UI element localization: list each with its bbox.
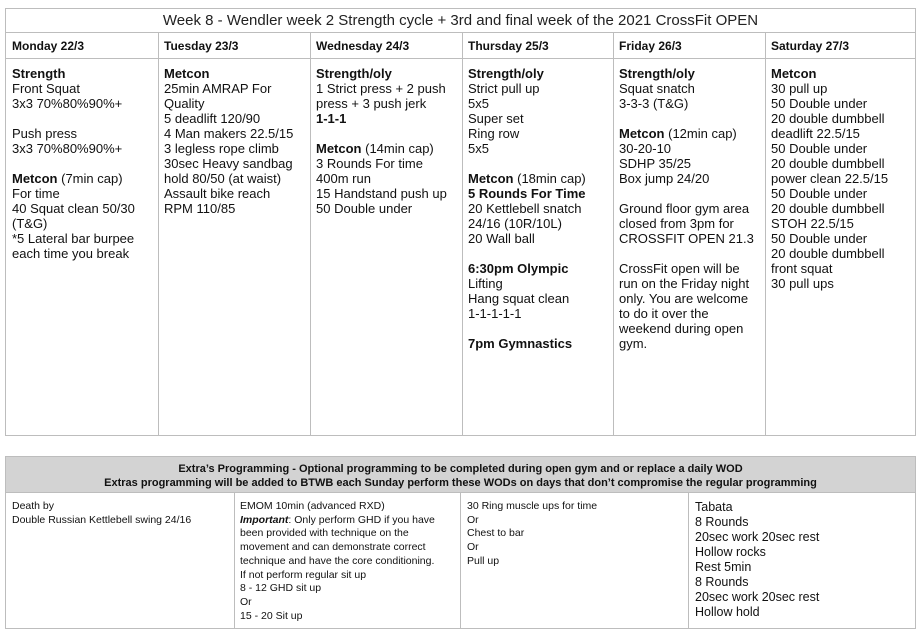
extra-line: EMOM 10min (advanced RXD) — [240, 500, 385, 512]
extra-line: Chest to bar — [467, 527, 525, 540]
extra-line: Tabata — [695, 500, 733, 514]
extras-table — [5, 493, 916, 629]
extra-line: 15 - 20 Sit up — [240, 609, 303, 622]
workout-scheme: 5 Rounds For Time — [468, 186, 586, 201]
extras-header — [5, 456, 916, 493]
workout-line: 3 legless rope climb — [164, 141, 279, 156]
workout-line: 30 pull up — [771, 81, 828, 96]
workout-line: 25min AMRAP For — [164, 81, 272, 96]
workout-line: 5x5 — [468, 96, 489, 111]
workout-line: 30-20-10 — [619, 141, 672, 156]
notice-line: to do it over the — [619, 306, 709, 321]
day-header-friday: Friday 26/3 — [619, 39, 682, 53]
workout-line: 20 double dumbbell — [771, 111, 885, 126]
notice-line: CROSSFIT OPEN 21.3 — [619, 231, 754, 246]
workout-scheme: 1-1-1 — [316, 111, 347, 126]
notice-line: gym. — [619, 336, 648, 351]
extra-line: movement and can demonstrate correct — [240, 541, 426, 554]
workout-line: Assault bike reach — [164, 186, 271, 201]
workout-line: press + 3 push jerk — [316, 96, 427, 111]
block-title: 7pm Gymnastics — [468, 336, 573, 351]
block-title: Strength/oly — [619, 66, 695, 81]
important-label: Important — [240, 513, 289, 526]
block-title: Metcon — [164, 66, 210, 81]
block-title: Metcon — [468, 171, 514, 186]
block-cap: (7min cap) — [57, 171, 123, 186]
workout-line: 50 Double under — [771, 141, 868, 156]
workout-line: (T&G) — [12, 216, 48, 231]
workout-line: Squat snatch — [619, 81, 695, 96]
extra-line: 8 - 12 GHD sit up — [240, 582, 322, 595]
extra-col-4 — [695, 500, 913, 620]
block-title: Metcon — [12, 171, 58, 186]
workout-line: SDHP 35/25 — [619, 156, 692, 171]
workout-line: 4 Man makers 22.5/15 — [164, 126, 294, 141]
workout-line: 3 Rounds For time — [316, 156, 423, 171]
workout-line: each time you break — [12, 246, 130, 261]
workout-line: 50 Double under — [771, 231, 868, 246]
workout-line: 1 Strict press + 2 push — [316, 81, 446, 96]
workout-line: deadlift 22.5/15 — [771, 126, 860, 141]
extra-line: Or — [467, 513, 479, 526]
extra-col-3 — [467, 500, 685, 569]
workout-line: 20 Kettlebell snatch — [468, 201, 582, 216]
workout-line: For time — [12, 186, 60, 201]
extra-line: been provided with technique on the — [240, 527, 409, 540]
important-note — [240, 514, 458, 528]
extra-line: Or — [240, 595, 252, 608]
day-content-thursday — [468, 66, 612, 351]
workout-line: Front Squat — [12, 81, 80, 96]
block-title-line — [12, 171, 156, 186]
notice-line: closed from 3pm for — [619, 216, 734, 231]
workout-line: 30sec Heavy sandbag — [164, 156, 293, 171]
workout-line: 5x5 — [468, 141, 489, 156]
block-title: Metcon — [619, 126, 665, 141]
workout-line: power clean 22.5/15 — [771, 171, 889, 186]
workout-line: 1-1-1-1-1 — [468, 306, 522, 321]
notice-line: weekend during open — [619, 321, 744, 336]
workout-line: *5 Lateral bar burpee — [12, 231, 135, 246]
workout-line: 15 Handstand push up — [316, 186, 447, 201]
block-title: Metcon — [771, 66, 817, 81]
extra-line: 8 Rounds — [695, 515, 749, 529]
workout-line: Push press — [12, 126, 78, 141]
day-content-saturday — [771, 66, 915, 291]
workout-line: 3x3 70%80%90%+ — [12, 96, 123, 111]
workout-line: 20 Wall ball — [468, 231, 535, 246]
day-header-thursday: Thursday 25/3 — [468, 39, 549, 53]
workout-line: Ring row — [468, 126, 520, 141]
block-title: 6:30pm Olympic — [468, 261, 569, 276]
day-content-friday — [619, 66, 763, 351]
day-header-saturday: Saturday 27/3 — [771, 39, 850, 53]
extra-line: Double Russian Kettlebell swing 24/16 — [12, 513, 192, 526]
block-title: Strength — [12, 66, 66, 81]
extra-line: Rest 5min — [695, 560, 752, 574]
block-title-line — [468, 171, 612, 186]
workout-line: Lifting — [468, 276, 503, 291]
extra-col-1 — [12, 500, 232, 527]
day-header-wednesday: Wednesday 24/3 — [316, 39, 410, 53]
page-title: Week 8 - Wendler week 2 Strength cycle + 3rd and final week of the 2021 CrossFit OPEN — [5, 8, 916, 33]
day-content-tuesday — [164, 66, 308, 216]
notice-line: run on the Friday night — [619, 276, 750, 291]
workout-line: Quality — [164, 96, 205, 111]
workout-line: 20 double dumbbell — [771, 246, 885, 261]
notice-line: CrossFit open will be — [619, 261, 740, 276]
workout-line: 400m run — [316, 171, 371, 186]
workout-line: RPM 110/85 — [164, 201, 236, 216]
extra-col-2 — [240, 500, 458, 623]
workout-line: STOH 22.5/15 — [771, 216, 854, 231]
extra-line: technique and have the core conditioning. — [240, 554, 435, 567]
workout-line: Box jump 24/20 — [619, 171, 710, 186]
workout-line: hold 80/50 (at waist) — [164, 171, 282, 186]
workout-line: Super set — [468, 111, 524, 126]
extras-header-line: Extra’s Programming - Optional programming to be completed during open gym and or replace a daily WOD — [178, 463, 743, 475]
workout-line: 20 double dumbbell — [771, 156, 885, 171]
block-cap: (14min cap) — [361, 141, 434, 156]
workout-line: Strict pull up — [468, 81, 540, 96]
extra-line: Pull up — [467, 554, 500, 567]
workout-line: 50 Double under — [316, 201, 413, 216]
workout-line: 3-3-3 (T&G) — [619, 96, 689, 111]
block-title: Metcon — [316, 141, 362, 156]
day-header-tuesday: Tuesday 23/3 — [164, 39, 239, 53]
block-title: Strength/oly — [316, 66, 392, 81]
workout-line: 40 Squat clean 50/30 — [12, 201, 135, 216]
extra-line: Or — [467, 541, 479, 554]
block-title: Strength/oly — [468, 66, 544, 81]
workout-line: 5 deadlift 120/90 — [164, 111, 261, 126]
weekly-schedule-table — [5, 33, 916, 436]
extras-header-line: Extras programming will be added to BTWB each Sunday perform these WODs on days that don’t compromise the regular programming — [104, 477, 817, 489]
extra-line: Hollow hold — [695, 605, 760, 619]
workout-line: 20 double dumbbell — [771, 201, 885, 216]
workout-line: 3x3 70%80%90%+ — [12, 141, 123, 156]
block-title-line — [316, 141, 460, 156]
workout-line: 50 Double under — [771, 96, 868, 111]
workout-line: 24/16 (10R/10L) — [468, 216, 562, 231]
block-title-line — [619, 126, 763, 141]
notice-line: only. You are welcome — [619, 291, 749, 306]
workout-line: Hang squat clean — [468, 291, 570, 306]
extra-line: If not perform regular sit up — [240, 568, 367, 581]
extra-line: 20sec work 20sec rest — [695, 590, 820, 604]
block-cap: (18min cap) — [513, 171, 586, 186]
extra-line: Death by — [12, 500, 55, 512]
day-header-monday: Monday 22/3 — [12, 39, 85, 53]
extra-line: Hollow rocks — [695, 545, 766, 559]
workout-line: front squat — [771, 261, 833, 276]
day-content-wednesday — [316, 66, 460, 216]
important-text: : Only perform GHD if you have — [288, 513, 435, 526]
workout-line: 50 Double under — [771, 186, 868, 201]
workout-line: 30 pull ups — [771, 276, 834, 291]
block-cap: (12min cap) — [664, 126, 737, 141]
notice-line: Ground floor gym area — [619, 201, 750, 216]
extra-line: 8 Rounds — [695, 575, 749, 589]
day-content-monday — [12, 66, 156, 261]
extra-line: 30 Ring muscle ups for time — [467, 500, 598, 512]
extra-line: 20sec work 20sec rest — [695, 530, 820, 544]
